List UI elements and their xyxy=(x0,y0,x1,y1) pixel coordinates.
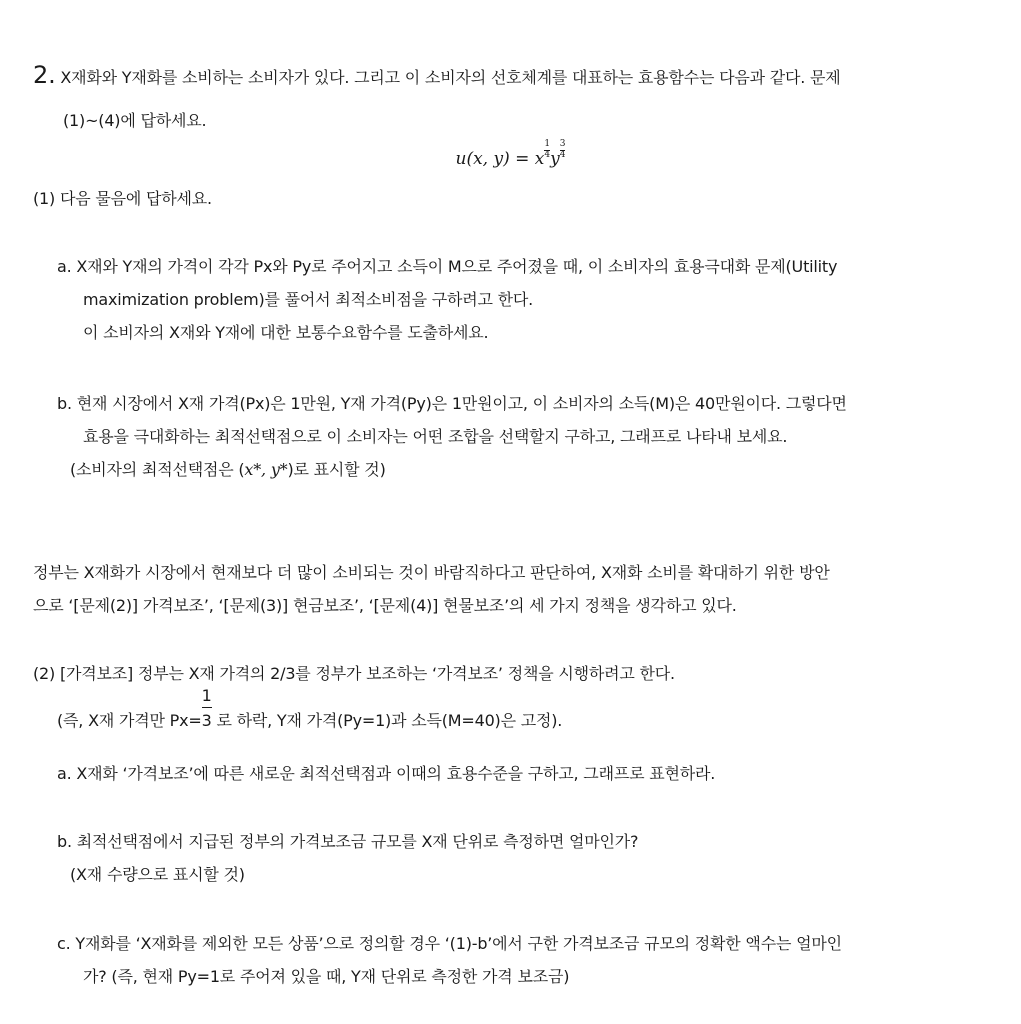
optimal-point-note-pre: (소비자의 최적선택점은 ( xyxy=(70,460,245,479)
price-frac-num: 1 xyxy=(201,686,212,705)
part-2b-line-1: b. 최적선택점에서 지급된 정부의 가격보조금 규모를 X재 단위로 측정하면 얼마인가? xyxy=(57,832,639,851)
y-exp-num: 3 xyxy=(559,139,566,149)
part-1b-line-1: b. 현재 시장에서 X재 가격(Px)은 1만원, Y재 가격(Py)은 1만원이고, 이 소비자의 소득(M)은 40만원이다. 그렇다면 xyxy=(57,394,847,413)
part-2a: a. X재화 ‘가격보조’에 따른 새로운 최적선택점과 이때의 효용수준을 구하고, 그래프로 표현하라. xyxy=(57,764,716,783)
question-2-intro-line-2: (1)~(4)에 답하세요. xyxy=(63,111,207,130)
policy-line-1: 정부는 X재화가 시장에서 현재보다 더 많이 소비되는 것이 바람직하다고 판단하여, X재화 소비를 확대하기 위한 방안 xyxy=(33,563,830,582)
x-exp-num: 1 xyxy=(544,139,551,149)
utility-y: y xyxy=(550,149,560,169)
y-exp-den: 4 xyxy=(559,150,566,160)
optimal-point-math: x*, y* xyxy=(244,460,288,479)
optimal-point-note-post: )로 표시할 것) xyxy=(287,460,386,479)
part-2-heading: (2) [가격보조] 정부는 X재 가격의 2/3를 정부가 보조하는 ‘가격보조’ 정책을 시행하려고 한다. xyxy=(33,664,675,683)
part-2-note xyxy=(57,686,563,732)
part-2c-line-2: 가? (즉, 현재 Py=1로 주어져 있을 때, Y재 단위로 측정한 가격 보조금) xyxy=(83,967,570,986)
part-1-heading: (1) 다음 물음에 답하세요. xyxy=(33,189,212,208)
part-2c-line-1: c. Y재화를 ‘X재화를 제외한 모든 상품’으로 정의할 경우 ‘(1)-b’에서 구한 가격보조금 규모의 정확한 액수는 얼마인 xyxy=(57,934,842,953)
question-2-intro-line-1 xyxy=(33,61,841,89)
part-1b-line-3 xyxy=(70,459,386,481)
price-frac-rule xyxy=(202,707,212,708)
utility-function xyxy=(0,140,1021,169)
part-1a-line-2: maximization problem)를 풀어서 최적소비점을 구하려고 한다. xyxy=(83,290,534,309)
part-1b-line-2: 효용을 극대화하는 최적선택점으로 이 소비자는 어떤 조합을 선택할지 구하고, 그래프로 나타내 보세요. xyxy=(83,427,788,446)
price-fraction xyxy=(201,686,212,732)
part-1a-line-1: a. X재와 Y재의 가격이 각각 Px와 Py로 주어지고 소득이 M으로 주어졌을 때, 이 소비자의 효용극대화 문제(Utility xyxy=(57,257,838,276)
price-note-post: 로 하락, Y재 가격(Py=1)과 소득(M=40)은 고정). xyxy=(211,711,563,730)
part-2b-line-2: (X재 수량으로 표시할 것) xyxy=(70,865,245,884)
part-1a-line-3: 이 소비자의 X재와 Y재에 대한 보통수요함수를 도출하세요. xyxy=(83,323,489,342)
utility-lhs: u(x, y) = xyxy=(455,149,530,169)
utility-x: x xyxy=(534,149,545,169)
price-frac-den: 3 xyxy=(201,711,212,730)
question-number: 2. xyxy=(33,61,56,89)
x-exp-den: 4 xyxy=(544,150,551,160)
policy-line-2: 으로 ‘[문제(2)] 가격보조’, ‘[문제(3)] 현금보조’, ‘[문제(4)] 현물보조’의 세 가지 정책을 생각하고 있다. xyxy=(33,596,737,615)
intro-text: X재화와 Y재화를 소비하는 소비자가 있다. 그리고 이 소비자의 선호체계를 대표하는 효용함수는 다음과 같다. 문제 xyxy=(60,68,841,87)
y-exponent xyxy=(560,140,566,161)
price-note-pre: (즉, X재 가격만 Px= xyxy=(57,711,202,730)
